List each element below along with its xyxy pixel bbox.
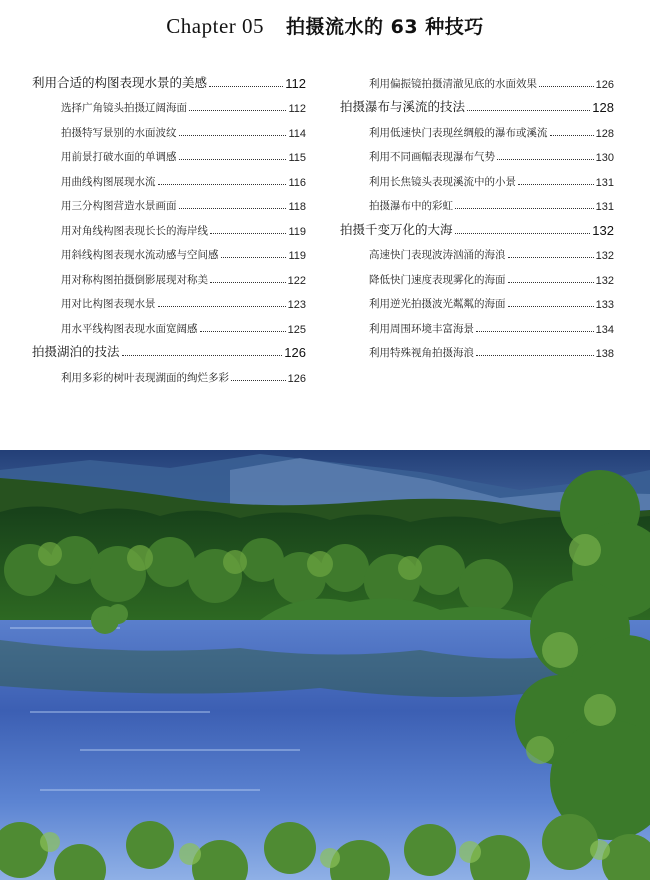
toc-section[interactable] (32, 336, 306, 361)
toc-item[interactable] (340, 66, 614, 91)
toc-entry-text: 用斜线构图表现水流动感与空间感 (61, 249, 219, 261)
leader-dots (179, 135, 287, 136)
leader-dots (455, 233, 591, 234)
page-number: 133 (595, 299, 614, 311)
toc-entry-text: 选择广角镜头拍摄辽阔海面 (61, 102, 187, 114)
toc-item[interactable] (32, 360, 306, 385)
toc-section[interactable] (32, 66, 306, 91)
leader-dots (200, 331, 286, 332)
toc-item[interactable] (32, 140, 306, 165)
toc-entry-text: 拍摄湖泊的技法 (32, 344, 120, 359)
toc-item[interactable] (32, 262, 306, 287)
leader-dots (455, 208, 594, 209)
page-number: 112 (285, 75, 306, 91)
toc-entry-text: 用对比构图表现水景 (61, 298, 156, 310)
toc-entry-text: 用曲线构图展现水流 (61, 175, 156, 188)
toc-entry-text: 利用周围环境丰富海景 (369, 322, 474, 335)
page-number: 119 (288, 225, 306, 238)
toc-entry-text: 利用长焦镜头表现溪流中的小景 (369, 175, 516, 188)
page-number: 138 (595, 348, 614, 360)
chapter-heading: 拍摄流水的 63 种技巧 (286, 16, 484, 38)
leader-dots (476, 355, 594, 356)
page-number: 114 (288, 127, 306, 140)
page-number: 126 (284, 345, 306, 360)
chapter-number: Chapter 05 (166, 14, 265, 38)
page-number: 122 (287, 274, 306, 287)
toc-item[interactable] (340, 189, 614, 214)
toc-item[interactable] (340, 164, 614, 189)
toc-entry-text: 用对称构图拍摄倒影展现对称美 (61, 273, 208, 286)
toc-entry-text: 用前景打破水面的单调感 (61, 151, 177, 163)
toc-item[interactable] (340, 311, 614, 336)
leader-dots (497, 159, 594, 160)
page-number: 116 (288, 176, 306, 189)
toc-entry-text: 利用特殊视角拍摄海浪 (369, 347, 474, 359)
page-number: 132 (595, 250, 614, 262)
toc-item[interactable] (32, 91, 306, 116)
leader-dots (179, 208, 287, 209)
leader-dots (508, 306, 594, 307)
toc-entry-text: 利用偏振镜拍摄清澈见底的水面效果 (369, 77, 537, 90)
leader-dots (189, 110, 286, 111)
page-number: 128 (592, 100, 614, 115)
toc-entry-text: 利用不同画幅表现瀑布气势 (369, 151, 495, 163)
leader-dots (231, 380, 286, 381)
toc-entry-text: 降低快门速度表现雾化的海面 (369, 273, 506, 286)
toc-entry-text: 用对角线构图表现长长的海岸线 (61, 224, 208, 237)
leader-dots (209, 86, 283, 87)
leader-dots (210, 282, 286, 283)
leader-dots (508, 282, 594, 283)
page-number: 112 (288, 103, 306, 115)
toc-right-column (340, 66, 614, 360)
page-number: 132 (595, 274, 614, 287)
leader-dots (518, 184, 594, 185)
leader-dots (221, 257, 287, 258)
page-number: 125 (287, 323, 306, 336)
page-number: 123 (287, 299, 306, 311)
toc-entry-text: 利用低速快门表现丝绸般的瀑布或溪流 (369, 126, 548, 139)
toc-entry-text: 拍摄瀑布与溪流的技法 (340, 99, 466, 114)
page-number: 126 (595, 78, 614, 91)
toc-left-column (32, 66, 306, 385)
chapter-title (0, 12, 650, 39)
toc-entry-text: 利用逆光拍摄波光粼粼的海面 (369, 298, 506, 310)
page-number: 132 (592, 222, 614, 238)
toc-item[interactable] (32, 189, 306, 214)
leader-dots (210, 233, 286, 234)
toc-entry-text: 用三分构图营造水景画面 (61, 200, 177, 212)
toc-item[interactable] (340, 336, 614, 361)
page-number: 134 (595, 323, 614, 336)
page-number: 131 (595, 176, 614, 189)
leader-dots (179, 159, 287, 160)
toc-item[interactable] (32, 287, 306, 312)
page-number: 115 (288, 152, 306, 164)
lake-landscape-photo (0, 450, 650, 880)
toc-section[interactable] (340, 91, 614, 116)
page-number: 118 (288, 201, 306, 213)
toc-entry-text: 利用多彩的树叶表现湖面的绚烂多彩 (61, 371, 229, 384)
toc-entry-text: 高速快门表现波涛汹涌的海浪 (369, 249, 506, 261)
leader-dots (508, 257, 594, 258)
toc-item[interactable] (340, 115, 614, 140)
toc-entry-text: 拍摄特写景别的水面波纹 (61, 126, 177, 139)
toc-section[interactable] (340, 213, 614, 238)
page-number: 128 (595, 127, 614, 140)
toc-item[interactable] (32, 115, 306, 140)
leader-dots (539, 86, 594, 87)
page-number: 119 (288, 250, 306, 262)
toc-item[interactable] (340, 140, 614, 165)
toc-item[interactable] (340, 287, 614, 312)
toc-item[interactable] (340, 238, 614, 263)
leader-dots (476, 331, 594, 332)
toc-entry-text: 拍摄瀑布中的彩虹 (369, 200, 453, 212)
toc-item[interactable] (340, 262, 614, 287)
toc-entry-text: 拍摄千变万化的大海 (340, 221, 453, 237)
leader-dots (122, 355, 283, 356)
leader-dots (158, 306, 286, 307)
toc-item[interactable] (32, 238, 306, 263)
leader-dots (550, 135, 594, 136)
page-number: 130 (595, 152, 614, 164)
leader-dots (158, 184, 287, 185)
page-number: 126 (287, 372, 306, 385)
toc-entry-text: 利用合适的构图表现水景的美感 (32, 74, 208, 90)
toc-item[interactable] (32, 164, 306, 189)
leader-dots (467, 110, 590, 111)
toc-entry-text: 用水平线构图表现水面宽阔感 (61, 322, 198, 335)
page-number: 131 (595, 201, 614, 213)
toc-item[interactable] (32, 213, 306, 238)
toc-item[interactable] (32, 311, 306, 336)
